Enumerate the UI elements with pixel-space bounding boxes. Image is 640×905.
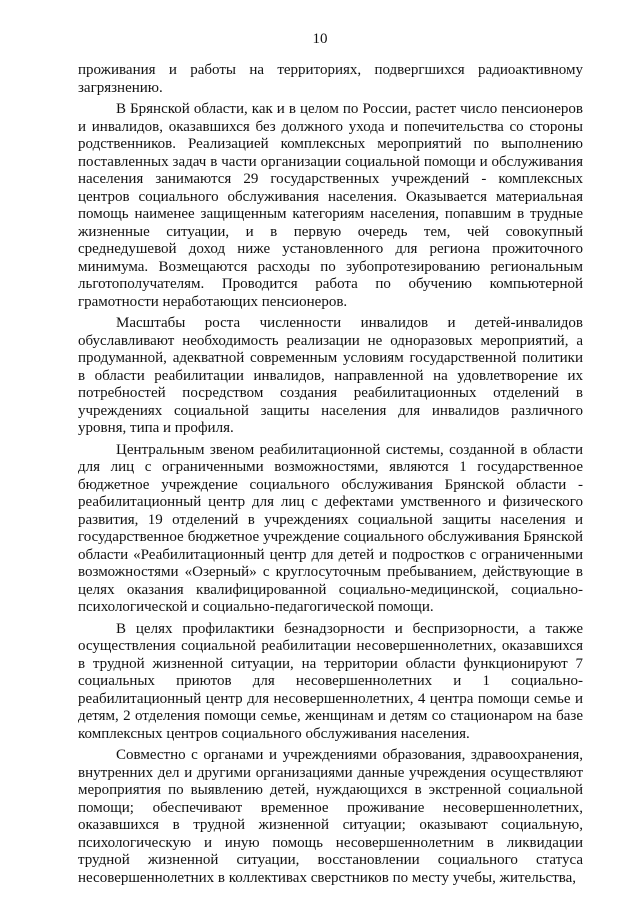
- paragraph-cooperation: Совместно с органами и учреждениями образования, здравоохранения, внутренних дел и другими организациями данные учреждения осуществляют мероприятия по выявлению детей, нуждающихся в экстренной социальной помощи; обеспечивают временное проживание несовершеннолетних, оказавшихся в трудной жизненной ситуации; оказывают социальную, психологическую и иную помощь несовершеннолетним в ликвидации трудной жизненной ситуации, восстановлении социального статуса несовершеннолетних в коллективах сверстников по месту учебы, жительства,: [78, 747, 583, 886]
- paragraph-continuation: проживания и работы на территориях, подвергшихся радиоактивному загрязнению.: [78, 62, 583, 96]
- paragraph-pensioners: В Брянской области, как и в целом по России, растет число пенсионеров и инвалидов, оказавшихся без должного ухода и попечительства со стороны родственников. Реализацией комплексных мероприятий по выполнению поставленных задач в части организации социальной помощи и обслуживания населения занимаются 29 государственных учреждений - комплексных центров социального обслуживания населения. Оказывается материальная помощь наименее защищенным категориям населения, попавшим в трудные жизненные ситуации, и в первую очередь тем, чей совокупный среднедушевой доход ниже установленного для региона прожиточного минимума. Возмещаются расходы по зубопротезированию региональным льготополучателям. Проводится работа по обучению компьютерной грамотности неработающих пенсионеров.: [78, 101, 583, 310]
- page-number: 10: [312, 31, 328, 47]
- paragraph-minors-shelters: В целях профилактики безнадзорности и беспризорности, а также осуществления социальной реабилитации несовершеннолетних, оказавшихся в трудной жизненной ситуации, на территории области функционируют 7 социальных приютов для несовершеннолетних и 1 социально-реабилитационный центр для несовершеннолетних, 4 центра помощи семье и детям, 2 отделения помощи семье, женщинам и детям со стационаром на базе комплексных центров социального обслуживания населения.: [78, 620, 583, 742]
- paragraph-rehabilitation-centers: Центральным звеном реабилитационной системы, созданной в области для лиц с ограниченными возможностями, являются 1 государственное бюджетное учреждение социального обслуживания Брянской области - реабилитационный центр для лиц с дефектами умственного и физического развития, 19 отделений в учреждениях социальной защиты населения и государственное бюджетное учреждение социального обслуживания Брянской области «Реабилитационный центр для детей и подростков с ограниченными возможностями «Озерный» с круглосуточным пребыванием, действующие в целях оказания квалифицированной социально-медицинской, социально-психологической и социально-педагогической помощи.: [78, 441, 583, 615]
- paragraph-disability-growth: Масштабы роста численности инвалидов и детей-инвалидов обуславливают необходимость реализации не одноразовых мероприятий, а продуманной, адекватной современным условиям государственной политики в области реабилитации инвалидов, направленной на удовлетворение их потребностей посредством создания реабилитационных отделений в учреждениях социальной защиты населения для инвалидов различного уровня, типа и профиля.: [78, 315, 583, 436]
- body-text: [78, 62, 583, 891]
